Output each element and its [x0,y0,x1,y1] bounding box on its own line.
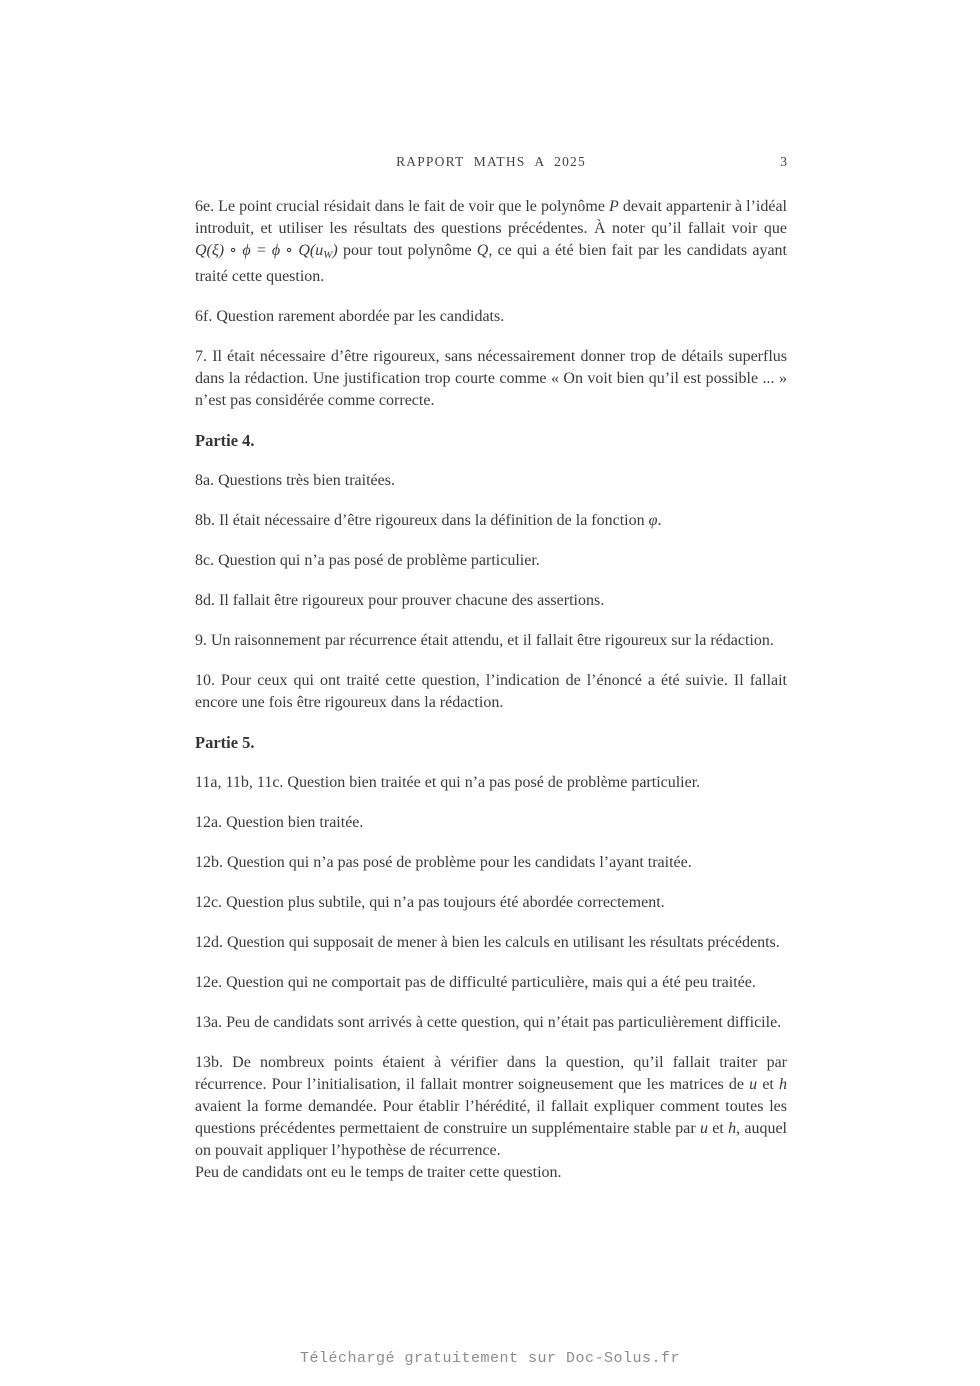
paragraph-8b: 8b. Il était nécessaire d’être rigoureux dans la définition de la fonction φ. [195,512,662,529]
section-heading-partie-4: Partie 4. [195,431,255,450]
running-title: RAPPORT MATHS A 2025 [396,154,586,169]
document-body [195,196,787,1184]
paragraph-12b: 12b. Question qui n’a pas posé de problème pour les candidats l’ayant traitée. [195,854,692,871]
paragraph-7: 7. Il était nécessaire d’être rigoureux, sans nécessairement donner trop de détails superflus dans la rédaction. Une justification trop courte comme « On voit bien qu’il est possible ... » n’est pas considérée comme correcte. [195,348,787,409]
page-footer [0,1350,980,1367]
paragraph-12d: 12d. Question qui supposait de mener à bien les calculs en utilisant les résultats précédents. [195,934,780,951]
section-heading-partie-5: Partie 5. [195,733,255,752]
paragraph-9: 9. Un raisonnement par récurrence était attendu, et il fallait être rigoureux sur la rédaction. [195,632,774,649]
paragraph-12a: 12a. Question bien traitée. [195,814,364,831]
page-content [195,152,787,1202]
paragraph-11abc: 11a, 11b, 11c. Question bien traitée et qui n’a pas posé de problème particulier. [195,774,701,791]
paragraph-8a: 8a. Questions très bien traitées. [195,472,395,489]
paragraph-12e: 12e. Question qui ne comportait pas de difficulté particulière, mais qui a été peu traitée. [195,974,756,991]
footer-watermark-text: Téléchargé gratuitement sur Doc-Solus.fr [299,1350,681,1367]
paragraph-13b: 13b. De nombreux points étaient à vérifier dans la question, qu’il fallait traiter par récurrence. Pour l’initialisation, il fallait montrer soigneusement que les matrices de u et h avaient la forme demandée. Pour établir l’hérédité, il fallait expliquer comment toutes les questions précédentes permettaient de construire un supplémentaire stable par u et h, auquel on pouvait appliquer l’hypothèse de récurrence. Peu de candidats ont eu le temps de traiter cette question. [195,1054,788,1181]
paragraph-12c: 12c. Question plus subtile, qui n’a pas toujours été abordée correctement. [195,894,665,911]
paragraph-8d: 8d. Il fallait être rigoureux pour prouver chacune des assertions. [195,592,605,609]
paragraph-10: 10. Pour ceux qui ont traité cette question, l’indication de l’énoncé a été suivie. Il fallait encore une fois être rigoureux dans la rédaction. [195,672,787,711]
paragraph-6e: 6e. Le point crucial résidait dans le fait de voir que le polynôme P devait appartenir à l’idéal introduit, et utiliser les résultats des questions précédentes. À noter qu’il fallait voir que Q(ξ) ∘ ϕ = ϕ ∘ Q(uW) pour tout polynôme Q, ce qui a été bien fait par les candidats ayant traité cette question. [195,198,787,285]
paragraph-13a: 13a. Peu de candidats sont arrivés à cette question, qui n’était pas particulièrement difficile. [195,1014,782,1031]
page-number: 3 [780,154,787,169]
paragraph-8c: 8c. Question qui n’a pas posé de problème particulier. [195,552,540,569]
page-header [195,152,787,172]
paragraph-6f: 6f. Question rarement abordée par les candidats. [195,308,505,325]
